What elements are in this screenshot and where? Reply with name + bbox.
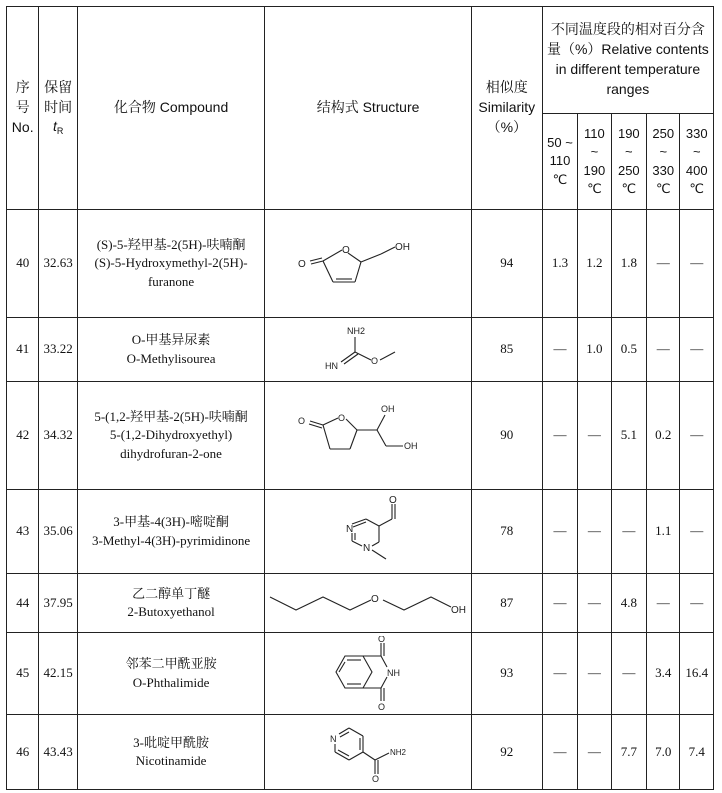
structure-cell (265, 490, 472, 574)
header-retention-time (39, 7, 77, 210)
compound-name (77, 574, 264, 633)
row-retention-time: 43.43 (39, 715, 77, 790)
compound-name-cn: 邻苯二甲酰亚胺 (125, 656, 217, 672)
hydroxyl-label: OH (404, 440, 418, 451)
row-retention-time: 34.32 (39, 382, 77, 490)
row-retention-time: 32.63 (39, 210, 77, 318)
row-retention-time: 35.06 (39, 490, 77, 574)
compound-name-en: 5-(1,2-Dihydroxyethyl) dihydrofuran-2-one (109, 427, 233, 461)
structure-cell (265, 574, 472, 633)
content-cell: — (542, 574, 577, 633)
content-cell: 1.3 (542, 210, 577, 318)
hydroxyl-label: OH (381, 403, 395, 414)
oxygen-label: O (378, 701, 386, 712)
table-row (7, 574, 714, 633)
content-cell: — (542, 318, 577, 382)
structure-cell (265, 210, 472, 318)
compound-name-cn: 乙二醇单丁醚 (132, 585, 211, 601)
oxygen-label: O (298, 415, 306, 426)
compound-name (77, 318, 264, 382)
compound-name-cn: 3-吡啶甲酰胺 (133, 734, 209, 750)
compound-name-en: 3-Methyl-4(3H)-pyrimidinone (92, 532, 251, 548)
oxygen-label: O (372, 774, 380, 784)
structure-cell (265, 633, 472, 715)
content-cell: — (680, 574, 714, 633)
header-temp-range: 330 ~ 400 ℃ (680, 114, 714, 210)
header-temp-range: 250 ~ 330 ℃ (647, 114, 680, 210)
content-cell: 1.1 (647, 490, 680, 574)
butoxyethanol-structure (268, 583, 468, 623)
content-cell: — (647, 318, 680, 382)
methylisourea-structure (303, 323, 433, 377)
oxygen-label: O (338, 412, 346, 423)
content-cell: 0.2 (647, 382, 680, 490)
nh-label: NH (387, 667, 401, 678)
content-cell: — (578, 715, 611, 790)
header-no: 序号 No. (7, 7, 39, 210)
compound-name (77, 490, 264, 574)
table-row (7, 382, 714, 490)
content-cell: — (680, 382, 714, 490)
compound-name-cn: 3-甲基-4(3H)-嘧啶酮 (113, 514, 229, 530)
content-cell: 5.1 (611, 382, 646, 490)
header-relative-contents: 不同温度段的相对百分含量（%）Relative contents in different temperature ranges (542, 7, 713, 114)
compound-name-en: (S)-5-Hydroxymethyl-2(5H)-furanone (94, 255, 248, 289)
methyl-pyrimidinone-structure (308, 495, 428, 569)
nicotinamide-structure (303, 720, 433, 784)
content-cell: 0.5 (611, 318, 646, 382)
oxygen-label: O (371, 594, 379, 605)
content-cell: — (578, 574, 611, 633)
dihydroxyethyl-dihydrofuranone-structure (293, 401, 443, 471)
content-cell: 4.8 (611, 574, 646, 633)
oxygen-label: O (378, 635, 386, 644)
content-cell: — (542, 382, 577, 490)
content-cell: — (680, 210, 714, 318)
nitrogen-label: N (330, 734, 337, 744)
compound-name-en: O-Phthalimide (132, 674, 210, 690)
compound-name-en: 2-Butoxyethanol (127, 604, 215, 619)
content-cell: — (647, 574, 680, 633)
row-similarity: 78 (471, 490, 542, 574)
amine-label: NH2 (347, 325, 366, 336)
content-cell: — (680, 490, 714, 574)
carboxamide-label: NH2 (390, 748, 407, 757)
compound-name (77, 715, 264, 790)
compound-name-cn: 5-(1,2-羟甲基-2(5H)-呋喃酮 (94, 408, 248, 424)
structure-cell (265, 382, 472, 490)
row-similarity: 92 (471, 715, 542, 790)
header-temp-range: 110 ~ 190 ℃ (578, 114, 611, 210)
compounds-table (6, 6, 714, 790)
header-rt-cn: 保留时间 (44, 78, 73, 115)
content-cell: — (542, 633, 577, 715)
oxygen-label: O (342, 244, 350, 256)
compound-name-en: O-Methylisourea (126, 350, 216, 366)
content-cell: — (647, 210, 680, 318)
row-no: 42 (7, 382, 39, 490)
hydroxyl-label: OH (395, 241, 411, 253)
content-cell: — (578, 490, 611, 574)
structure-cell (265, 715, 472, 790)
content-cell: 1.0 (578, 318, 611, 382)
header-temp-range: 50 ~ 110 ℃ (542, 114, 577, 210)
table-row (7, 210, 714, 318)
row-similarity: 94 (471, 210, 542, 318)
header-structure: 结构式 Structure (265, 7, 472, 210)
header-similarity: 相似度 Similarity（%） (471, 7, 542, 210)
content-cell: 3.4 (647, 633, 680, 715)
row-similarity: 87 (471, 574, 542, 633)
compound-name-cn: O-甲基异尿素 (131, 332, 211, 348)
table-row (7, 490, 714, 574)
content-cell: — (611, 490, 646, 574)
nitrogen-label: N (346, 523, 354, 535)
table-row (7, 715, 714, 790)
header-compound: 化合物 Compound (77, 7, 264, 210)
header-rt-subscript: R (56, 126, 64, 137)
imine-label: HN (325, 360, 339, 371)
oxygen-label: O (371, 355, 379, 366)
content-cell: 1.8 (611, 210, 646, 318)
header-temp-range: 190 ~ 250 ℃ (611, 114, 646, 210)
row-no: 43 (7, 490, 39, 574)
row-retention-time: 33.22 (39, 318, 77, 382)
row-no: 41 (7, 318, 39, 382)
content-cell: 7.7 (611, 715, 646, 790)
compound-name (77, 210, 264, 318)
row-no: 40 (7, 210, 39, 318)
oxygen-label: O (298, 258, 306, 270)
header-rt-symbol: t (52, 118, 57, 135)
row-no: 46 (7, 715, 39, 790)
row-no: 45 (7, 633, 39, 715)
content-cell: 7.0 (647, 715, 680, 790)
content-cell: — (542, 490, 577, 574)
row-similarity: 90 (471, 382, 542, 490)
row-similarity: 85 (471, 318, 542, 382)
oxygen-label: O (389, 494, 397, 506)
hydroxyl-label: OH (451, 605, 467, 616)
compound-name (77, 633, 264, 715)
row-similarity: 93 (471, 633, 542, 715)
row-no: 44 (7, 574, 39, 633)
compound-name-en: Nicotinamide (135, 753, 207, 768)
row-retention-time: 37.95 (39, 574, 77, 633)
row-retention-time: 42.15 (39, 633, 77, 715)
content-cell: — (578, 633, 611, 715)
structure-cell (265, 318, 472, 382)
content-cell: — (680, 318, 714, 382)
table-row (7, 318, 714, 382)
content-cell: — (611, 633, 646, 715)
phthalimide-structure (303, 636, 433, 712)
content-cell: — (578, 382, 611, 490)
compound-name-cn: (S)-5-羟甲基-2(5H)-呋喃酮 (96, 236, 246, 252)
content-cell: 1.2 (578, 210, 611, 318)
content-cell: 16.4 (680, 633, 714, 715)
nitrogen-label: N (363, 542, 371, 554)
content-cell: — (542, 715, 577, 790)
table-row (7, 633, 714, 715)
compound-name (77, 382, 264, 490)
hydroxymethyl-furanone-structure (293, 231, 443, 297)
content-cell: 7.4 (680, 715, 714, 790)
